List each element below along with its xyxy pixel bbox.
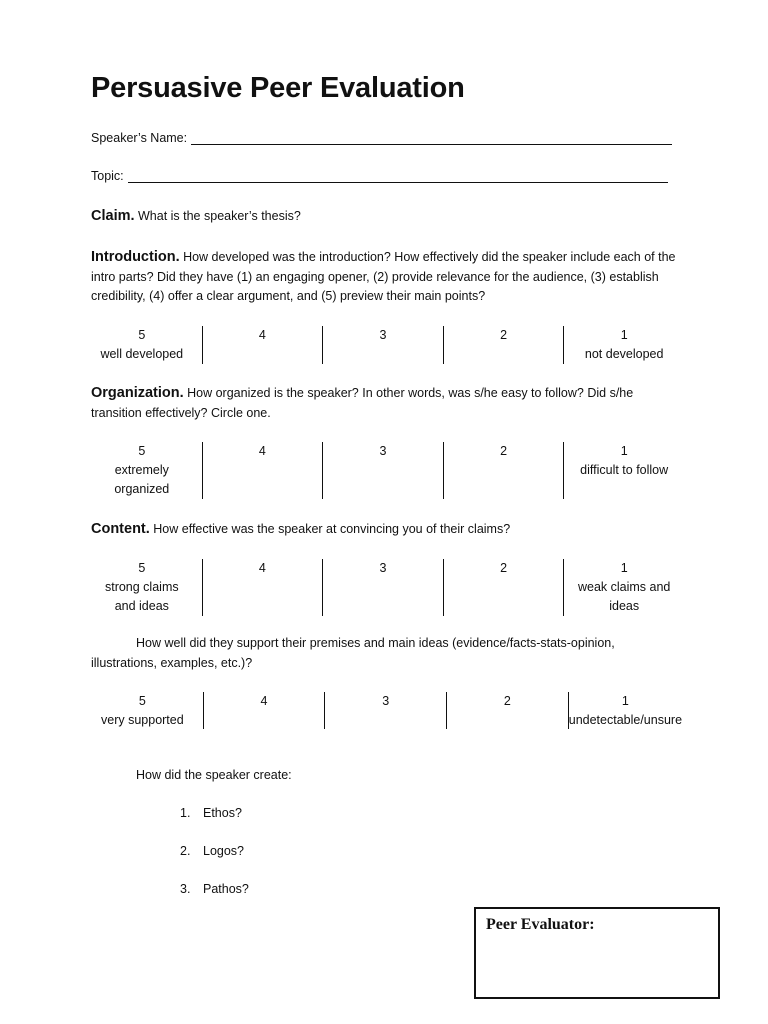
rating-option-3[interactable]: 3 xyxy=(322,326,443,364)
page-title: Persuasive Peer Evaluation xyxy=(91,72,465,104)
organization-section xyxy=(91,384,681,423)
introduction-section xyxy=(91,248,681,307)
rating-option-4[interactable]: 4 xyxy=(202,559,323,616)
claim-section xyxy=(91,207,681,227)
rating-option-5[interactable]: 5 very supported xyxy=(101,694,184,727)
rating-option-1[interactable]: 1 weak claims and ideas xyxy=(563,559,684,616)
rating-option-2[interactable]: 2 xyxy=(443,442,564,499)
rating-option-3[interactable]: 3 xyxy=(324,692,446,729)
content-heading: Content. xyxy=(91,521,150,537)
rating-option-2[interactable]: 2 xyxy=(443,559,564,616)
speaker-name-field xyxy=(91,131,672,145)
rating-option-1[interactable]: 1 difficult to follow xyxy=(563,442,684,499)
topic-label: Topic: xyxy=(91,169,124,183)
topic-blank[interactable] xyxy=(128,170,668,183)
rating-option-2[interactable]: 2 xyxy=(446,692,568,729)
introduction-question: How developed was the introduction? How effectively did the speaker include each of the intro parts? Did they have (1) an engaging opener, (2) provide relevance for the audience, (3) establish credibility, (4) offer a clear argument, and (5) preview their main points? xyxy=(91,250,676,303)
rating-option-4[interactable]: 4 xyxy=(203,692,325,729)
introduction-heading: Introduction. xyxy=(91,249,180,265)
organization-heading: Organization. xyxy=(91,385,184,401)
peer-evaluator-label: Peer Evaluator: xyxy=(486,916,595,933)
introduction-rating-scale xyxy=(82,326,684,364)
speaker-name-label: Speaker’s Name: xyxy=(91,131,188,145)
list-item: 2. Logos? xyxy=(180,844,245,858)
claim-question: What is the speaker’s thesis? xyxy=(134,209,301,223)
rating-option-2[interactable]: 2 xyxy=(443,326,564,364)
rating-option-4[interactable]: 4 xyxy=(202,326,323,364)
claim-heading: Claim. xyxy=(91,208,135,224)
content-question: How effective was the speaker at convincing you of their claims? xyxy=(149,522,511,536)
rating-option-5[interactable]: 5 well developed xyxy=(100,328,184,361)
organization-rating-scale xyxy=(82,442,684,499)
list-item: 3. Pathos? xyxy=(180,882,249,896)
rating-option-3[interactable]: 3 xyxy=(322,442,443,499)
rating-option-1[interactable]: 1 undetectable/unsure xyxy=(568,694,683,727)
content-section xyxy=(91,520,681,540)
create-question: How did the speaker create: xyxy=(136,768,292,782)
topic-field xyxy=(91,169,668,183)
peer-evaluator-box[interactable] xyxy=(474,907,720,999)
support-question: How well did they support their premises and main ideas (evidence/facts-stats-opinion, illustrations, examples, etc.)? xyxy=(91,636,615,670)
rating-option-3[interactable]: 3 xyxy=(322,559,443,616)
speaker-name-blank[interactable] xyxy=(191,132,672,145)
rating-option-1[interactable]: 1 not developed xyxy=(563,326,684,364)
support-rating-scale xyxy=(82,692,682,729)
rating-option-4[interactable]: 4 xyxy=(202,442,323,499)
organization-question: How organized is the speaker? In other words, was s/he easy to follow? Did s/he transition effectively? Circle one. xyxy=(91,386,634,420)
rating-option-5[interactable]: 5 strong claims and ideas xyxy=(104,561,179,613)
content-rating-scale xyxy=(82,559,684,616)
rating-option-5[interactable]: 5 extremely organized xyxy=(114,444,170,496)
list-item: 1. Ethos? xyxy=(180,806,242,820)
